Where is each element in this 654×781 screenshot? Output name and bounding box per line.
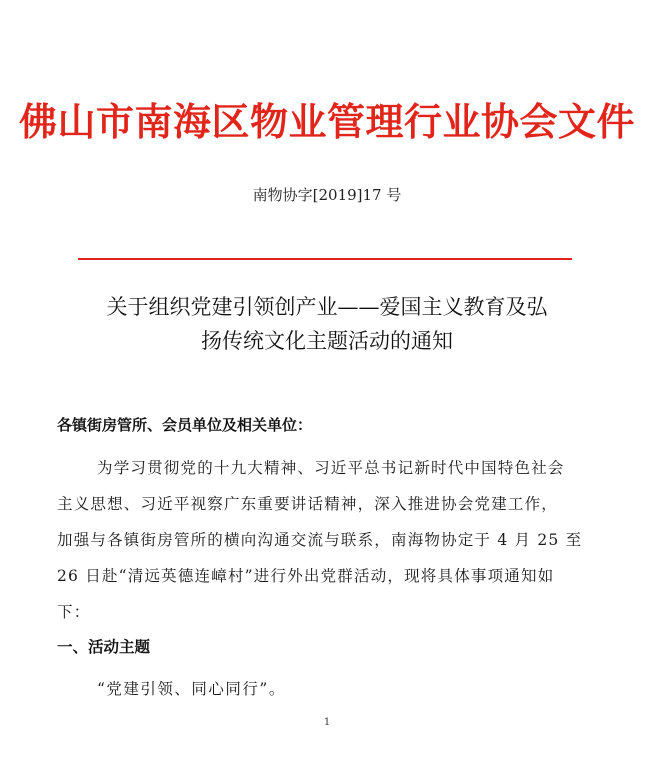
body-paragraph-line: 下： bbox=[57, 603, 91, 621]
red-divider-line bbox=[78, 258, 572, 260]
body-paragraph-line: 26 日赴“清远英德连嶂村”进行外出党群活动，现将具体事项通知如 bbox=[57, 567, 555, 585]
section-heading-activity-theme: 一、活动主题 bbox=[57, 638, 151, 656]
document-number: 南物协字[2019]17 号 bbox=[252, 186, 402, 204]
body-paragraph-line: 加强与各镇街房管所的横向沟通交流与联系，南海物协定于 4 月 25 至 bbox=[57, 531, 583, 549]
notice-title bbox=[40, 290, 614, 358]
page-number: 1 bbox=[323, 717, 331, 728]
notice-title-line-2: 扬传统文化主题活动的通知 bbox=[201, 329, 453, 353]
org-document-header-title: 佛山市南海区物业管理行业协会文件 bbox=[18, 99, 635, 144]
activity-theme-text: “党建引领、同心同行”。 bbox=[97, 680, 286, 698]
addressee: 各镇街房管所、会员单位及相关单位： bbox=[57, 416, 313, 434]
body-paragraph-line: 为学习贯彻党的十九大精神、习近平总书记新时代中国特色社会 bbox=[97, 459, 565, 477]
body-paragraph-line: 主义思想、习近平视察广东重要讲话精神，深入推进协会党建工作， bbox=[57, 495, 559, 513]
notice-title-line-1: 关于组织党建引领创产业——爱国主义教育及弘 bbox=[106, 295, 548, 319]
